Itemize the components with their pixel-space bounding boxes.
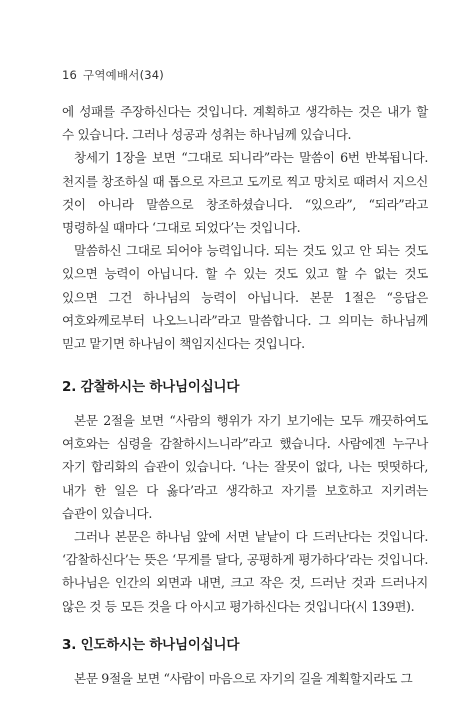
section-1-body [62, 100, 428, 355]
book-title: 구역예배서(34) [83, 68, 164, 82]
paragraph: 본문 9절을 보면 “사람이 마음으로 자기의 길을 계획할지라도 그 [74, 671, 413, 686]
page-number: 16 [62, 68, 78, 82]
section-2-heading: 2. 감찰하시는 하나님이십니다 [62, 379, 240, 395]
running-header [62, 67, 164, 83]
section-3-heading: 3. 인도하시는 하나님이십니다 [62, 637, 240, 653]
paragraph: 에 성패를 주장하신다는 것입니다. 계획하고 생각하는 것은 내가 할 수 있습니다. 그러나 성공과 성취는 하나님께 있습니다. [62, 104, 428, 143]
section-2-body [62, 409, 428, 618]
paragraph: 창세기 1장을 보면 “그대로 되니라”라는 말씀이 6번 반복됩니다. 천지를 창조하실 때 톱으로 자르고 도끼로 찍고 망치로 때려서 지으신 것이 아니라 말씀으로 창조하셨습니다. “있으라”, “되라”라고 명령하실 때마다 ‘그대로 되었다’는 것입니다. [62, 150, 428, 236]
paragraph: 본문 2절을 보면 “사람의 행위가 자기 보기에는 모두 깨끗하여도 여호와는 심령을 감찰하시느니라”라고 했습니다. 사람에겐 누구나 자기 합리화의 습관이 있습니다. ‘나는 잘못이 없다, 나는 떳떳하다, 내가 한 일은 다 옳다’라고 생각하고 자기를 보호하고 지키려는 습관이 있습니다. [62, 413, 428, 521]
paragraph: 그러나 본문은 하나님 앞에 서면 낱낱이 다 드러난다는 것입니다. ‘감찰하신다’는 뜻은 ‘무게를 달다, 공평하게 평가하다’라는 것입니다. 하나님은 인간의 외면과 내면, 크고 작은 것, 드러난 것과 드러나지 않은 것 등 모든 것을 다 아시고 평가하신다는 것입니다(시 139편). [62, 529, 428, 614]
paragraph: 말씀하신 그대로 되어야 능력입니다. 되는 것도 있고 안 되는 것도 있으면 능력이 아닙니다. 할 수 있는 것도 있고 할 수 없는 것도 있으면 그건 하나님의 능력이 아닙니다. 본문 1절은 “응답은 여호와께로부터 나오느니라”라고 말씀합니다. 그 의미는 하나님께 믿고 맡기면 하나님이 책임지신다는 것입니다. [62, 243, 428, 352]
section-3-body [62, 667, 428, 690]
